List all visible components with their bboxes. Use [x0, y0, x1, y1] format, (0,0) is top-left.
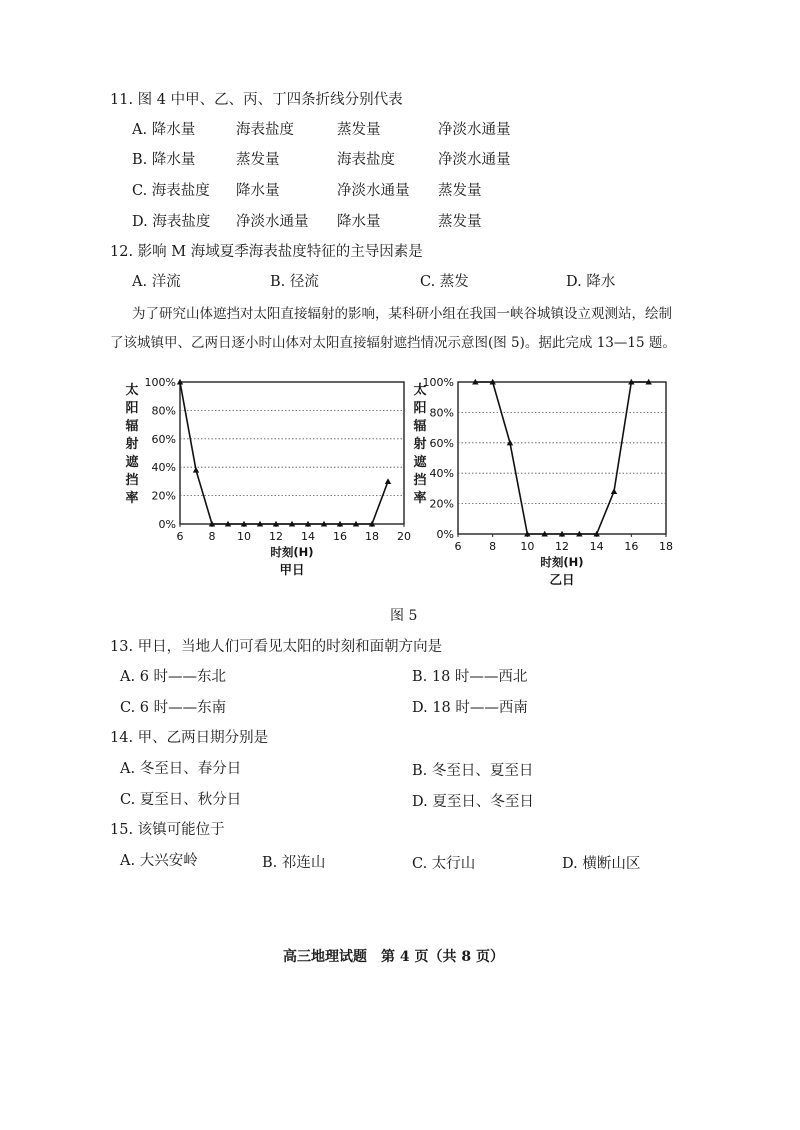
q12-option-b: B. 径流	[270, 274, 319, 290]
chart-yi-xtick-label: 18	[659, 540, 673, 553]
page-footer: 高三地理试题 第 4 页（共 8 页）	[283, 949, 504, 965]
q13-option-b: B. 18 时——西北	[412, 669, 528, 685]
chart-yi-ytick-label: 60%	[429, 436, 454, 450]
q11-option-a-2: 海表盐度	[236, 122, 294, 138]
chart-jia-ytick-label: 0%	[158, 518, 176, 531]
chart-jia-ytick-label: 40%	[151, 461, 176, 475]
chart-jia-plot-frame	[180, 382, 404, 524]
chart-yi-ytick-label: 20%	[429, 497, 454, 511]
chart-yi-data-point	[611, 488, 617, 494]
q12-option-c: C. 蒸发	[420, 274, 469, 290]
chart-yi-xtick-label: 6	[454, 540, 462, 553]
chart-jia-data-point	[385, 478, 391, 484]
q11-option-b-1: B. 降水量	[132, 152, 196, 168]
chart-yi-ytick-label: 40%	[429, 467, 454, 481]
chart-jia-xtick-label: 18	[365, 530, 379, 543]
question-13-stem: 13. 甲日，当地人们可看见太阳的时刻和面朝方向是	[110, 639, 443, 655]
q15-option-d: D. 横断山区	[562, 856, 641, 872]
chart-yi-xtick-label: 12	[555, 540, 569, 553]
q11-option-d-1: D. 海表盐度	[132, 214, 211, 230]
chart-yi-series-line	[475, 382, 648, 534]
q11-option-a-3: 蒸发量	[337, 122, 381, 138]
chart-jia	[120, 370, 420, 595]
q11-option-d-3: 降水量	[337, 214, 381, 230]
question-14-stem: 14. 甲、乙两日期分别是	[110, 730, 269, 746]
q15-option-c: C. 太行山	[412, 856, 476, 872]
chart-jia-xtick-label: 8	[208, 530, 216, 543]
q11-option-b-2: 蒸发量	[236, 152, 280, 168]
chart-jia-xtick-label: 14	[301, 530, 315, 543]
q14-option-b: B. 冬至日、夏至日	[412, 763, 534, 779]
q11-option-a-1: A. 降水量	[132, 122, 196, 138]
q14-option-d: D. 夏至日、冬至日	[412, 794, 534, 810]
question-15-stem: 15. 该镇可能位于	[110, 822, 225, 838]
q12-option-a: A. 洋流	[132, 274, 181, 290]
q13-option-d: D. 18 时——西南	[412, 700, 528, 716]
chart-jia-xlabel: 时刻(H)	[270, 545, 314, 559]
chart-jia-caption: 甲日	[279, 562, 305, 577]
chart-yi-ytick-label: 100%	[422, 376, 454, 389]
chart-jia-svg	[120, 370, 420, 595]
chart-jia-ytick-label: 20%	[151, 489, 176, 503]
q13-option-c: C. 6 时——东南	[120, 700, 227, 716]
chart-yi-xlabel: 时刻(H)	[540, 555, 584, 569]
q14-option-a: A. 冬至日、春分日	[120, 761, 242, 777]
q11-option-b-4: 净淡水通量	[438, 152, 511, 168]
q11-option-c-2: 降水量	[236, 183, 280, 199]
question-12-stem: 12. 影响 M 海域夏季海表盐度特征的主导因素是	[110, 244, 423, 260]
chart-yi-xtick-label: 8	[489, 540, 497, 553]
chart-yi-caption: 乙日	[549, 572, 575, 587]
intro-line-1: 为了研究山体遮挡对太阳直接辐射的影响，某科研小组在我国一峡谷城镇设立观测站，绘制	[132, 306, 672, 322]
question-11-stem: 11. 图 4 中甲、乙、丙、丁四条折线分别代表	[110, 92, 403, 108]
chart-jia-xtick-label: 16	[333, 530, 347, 543]
chart-yi-ytick-label: 0%	[436, 528, 454, 541]
chart-yi-xtick-label: 10	[520, 540, 535, 553]
q11-option-c-4: 蒸发量	[438, 183, 482, 199]
q11-option-b-3: 海表盐度	[337, 152, 395, 168]
q11-option-a-4: 净淡水通量	[438, 122, 511, 138]
chart-jia-xtick-label: 6	[176, 530, 184, 543]
q11-option-d-4: 蒸发量	[438, 214, 482, 230]
chart-yi-ylabel: 太阳辐射遮挡率	[413, 383, 427, 506]
figure-caption: 图 5	[390, 608, 418, 624]
chart-jia-ytick-label: 80%	[151, 404, 176, 418]
chart-jia-xtick-label: 12	[269, 530, 283, 543]
chart-jia-xtick-label: 10	[237, 530, 251, 543]
chart-yi-xtick-label: 16	[624, 540, 639, 553]
chart-jia-series-line	[180, 382, 388, 524]
chart-jia-ylabel: 太阳辐射遮挡率	[125, 383, 139, 506]
chart-jia-ytick-label: 60%	[151, 432, 176, 446]
q15-option-a: A. 大兴安岭	[120, 853, 198, 869]
q11-option-c-3: 净淡水通量	[337, 183, 410, 199]
q11-option-d-2: 净淡水通量	[236, 214, 309, 230]
chart-jia-data-point	[193, 467, 199, 473]
q13-option-a: A. 6 时——东北	[120, 669, 227, 685]
q12-option-d: D. 降水	[566, 274, 616, 290]
q15-option-b: B. 祁连山	[262, 855, 326, 871]
chart-yi	[408, 370, 688, 595]
chart-jia-ytick-label: 100%	[144, 376, 176, 389]
q11-option-c-1: C. 海表盐度	[132, 183, 210, 199]
q14-option-c: C. 夏至日、秋分日	[120, 792, 242, 808]
chart-jia-xtick-label: 20	[397, 530, 411, 543]
chart-yi-svg	[408, 370, 688, 595]
chart-yi-xtick-label: 14	[589, 540, 604, 553]
chart-yi-plot-frame	[458, 382, 666, 534]
chart-yi-ytick-label: 80%	[429, 406, 454, 420]
intro-line-2: 了该城镇甲、乙两日逐小时山体对太阳直接辐射遮挡情况示意图(图 5)。据此完成 13—15 题。	[110, 335, 676, 351]
